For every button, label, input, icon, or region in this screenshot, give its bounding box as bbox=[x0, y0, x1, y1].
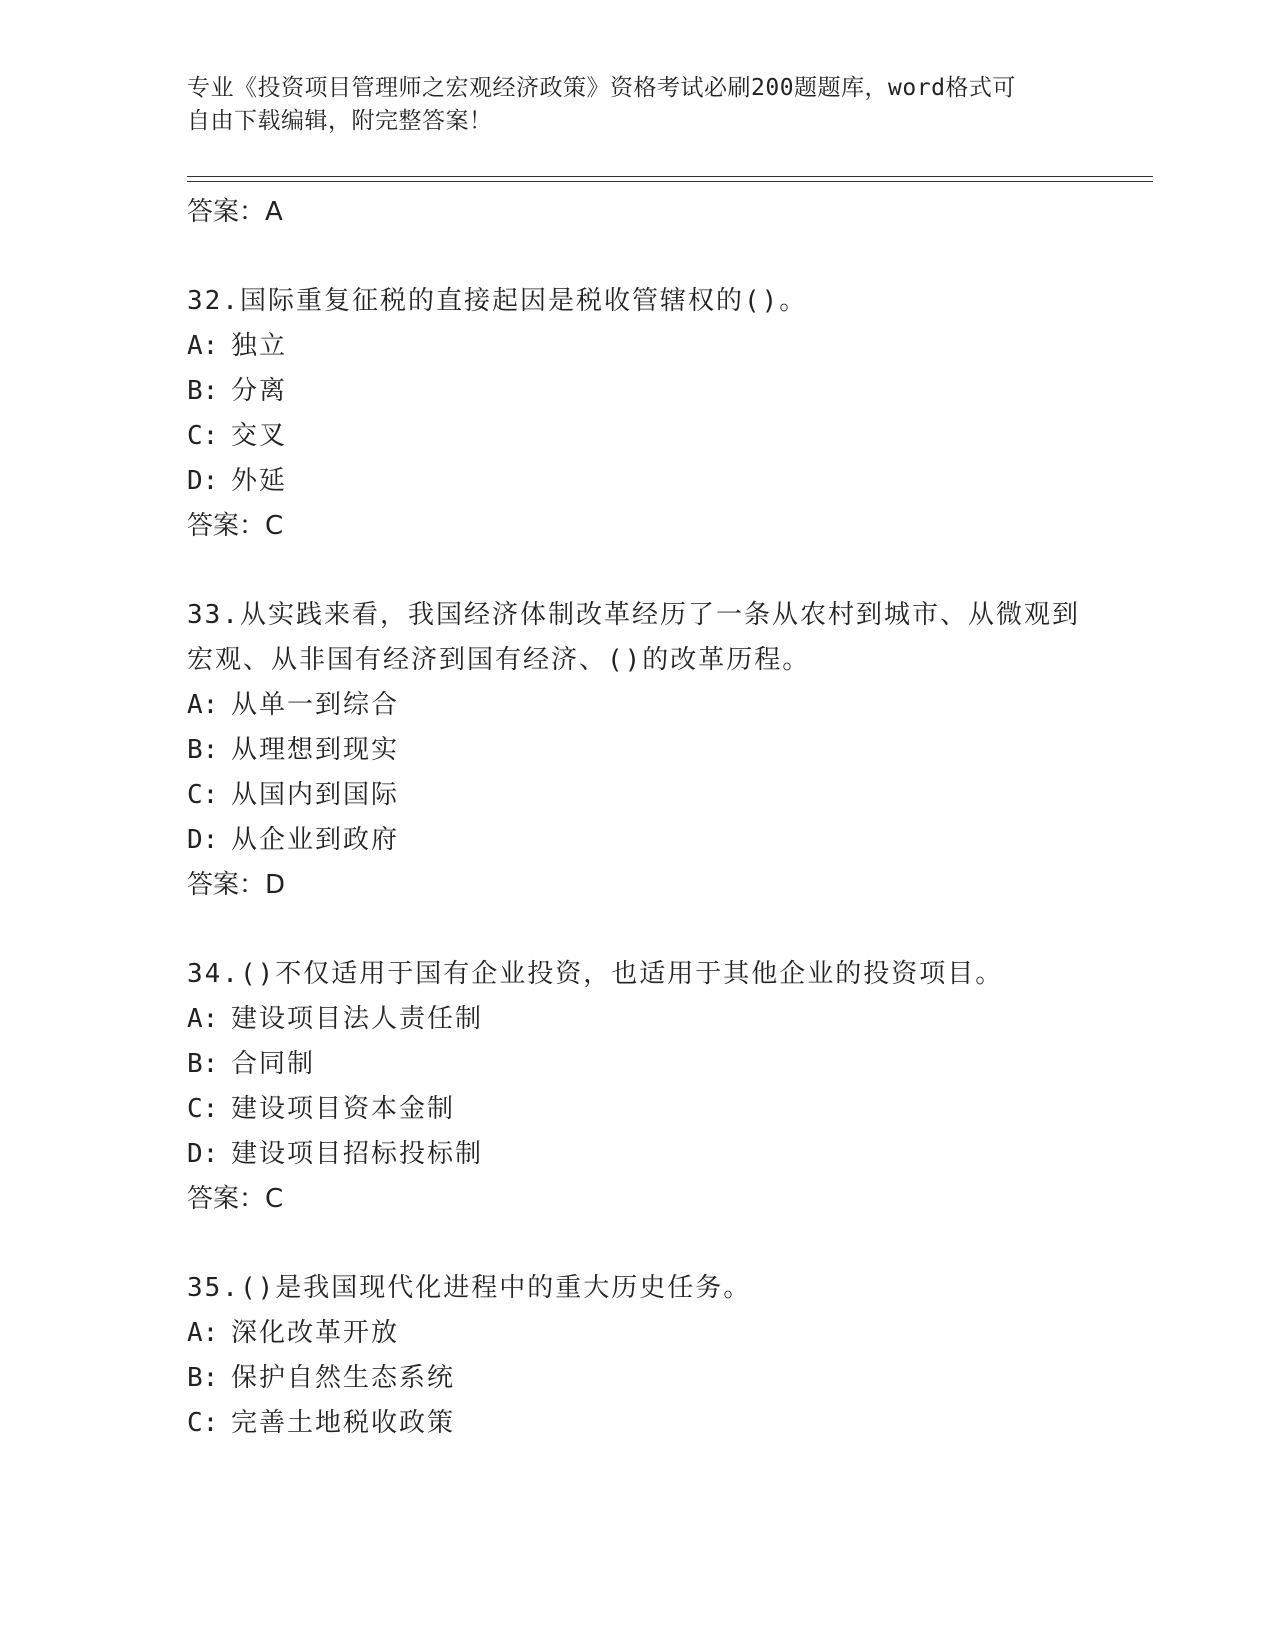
option-b bbox=[187, 1356, 1087, 1401]
option-letter: C: bbox=[187, 1408, 219, 1438]
header-rule-bottom bbox=[187, 181, 1153, 182]
option-a bbox=[187, 1311, 1087, 1356]
option-letter: A: bbox=[187, 1004, 219, 1034]
question-35 bbox=[187, 1266, 1087, 1446]
answer-line: 答案：C bbox=[187, 1184, 284, 1214]
question-33 bbox=[187, 593, 1087, 908]
option-text: 从理想到现实 bbox=[231, 735, 400, 765]
option-b bbox=[187, 369, 1087, 414]
option-letter: B: bbox=[187, 735, 219, 765]
header-line-2: 自由下载编辑，附完整答案！ bbox=[187, 108, 493, 134]
option-b bbox=[187, 1042, 1087, 1087]
option-letter: A: bbox=[187, 1318, 219, 1348]
option-text: 建设项目招标投标制 bbox=[231, 1139, 484, 1169]
option-letter: C: bbox=[187, 780, 219, 810]
option-text: 从企业到政府 bbox=[231, 825, 400, 855]
option-c bbox=[187, 1087, 1087, 1132]
question-34 bbox=[187, 952, 1087, 1222]
header-rule-top bbox=[187, 176, 1153, 177]
option-text: 从国内到国际 bbox=[231, 780, 400, 810]
option-letter: B: bbox=[187, 1363, 219, 1393]
option-text: 独立 bbox=[231, 331, 288, 361]
option-text: 合同制 bbox=[231, 1049, 316, 1079]
option-d bbox=[187, 459, 1087, 504]
option-letter: D: bbox=[187, 825, 219, 855]
document-header bbox=[187, 72, 1067, 138]
option-a bbox=[187, 997, 1087, 1042]
option-text: 完善土地税收政策 bbox=[231, 1408, 456, 1438]
header-line-1: 专业《投资项目管理师之宏观经济政策》资格考试必刷200题题库，word格式可 bbox=[187, 75, 1016, 101]
option-d bbox=[187, 818, 1087, 863]
option-d bbox=[187, 1132, 1087, 1177]
option-c bbox=[187, 414, 1087, 459]
option-text: 交叉 bbox=[231, 421, 288, 451]
option-c bbox=[187, 773, 1087, 818]
option-c bbox=[187, 1401, 1087, 1446]
answer-line: 答案：C bbox=[187, 511, 284, 541]
previous-answer: 答案：A bbox=[187, 197, 283, 227]
option-letter: C: bbox=[187, 1094, 219, 1124]
option-text: 建设项目资本金制 bbox=[231, 1094, 456, 1124]
option-letter: B: bbox=[187, 1049, 219, 1079]
question-list bbox=[187, 190, 1087, 1446]
question-title: 35.()是我国现代化进程中的重大历史任务。 bbox=[187, 1273, 752, 1303]
option-letter: D: bbox=[187, 466, 219, 496]
option-letter: A: bbox=[187, 331, 219, 361]
question-32 bbox=[187, 279, 1087, 549]
option-a bbox=[187, 324, 1087, 369]
option-text: 从单一到综合 bbox=[231, 690, 400, 720]
option-letter: D: bbox=[187, 1139, 219, 1169]
question-title: 34.()不仅适用于国有企业投资，也适用于其他企业的投资项目。 bbox=[187, 959, 1004, 989]
option-letter: B: bbox=[187, 376, 219, 406]
option-letter: C: bbox=[187, 421, 219, 451]
option-letter: A: bbox=[187, 690, 219, 720]
option-text: 保护自然生态系统 bbox=[231, 1363, 456, 1393]
option-text: 深化改革开放 bbox=[231, 1318, 400, 1348]
answer-line: 答案：D bbox=[187, 870, 286, 900]
question-title: 33.从实践来看，我国经济体制改革经历了一条从农村到城市、从微观到宏观、从非国有经济到国有经济、()的改革历程。 bbox=[187, 600, 1080, 675]
option-text: 分离 bbox=[231, 376, 288, 406]
option-text: 建设项目法人责任制 bbox=[231, 1004, 484, 1034]
option-text: 外延 bbox=[231, 466, 288, 496]
option-b bbox=[187, 728, 1087, 773]
question-title: 32.国际重复征税的直接起因是税收管辖权的()。 bbox=[187, 286, 808, 316]
option-a bbox=[187, 683, 1087, 728]
